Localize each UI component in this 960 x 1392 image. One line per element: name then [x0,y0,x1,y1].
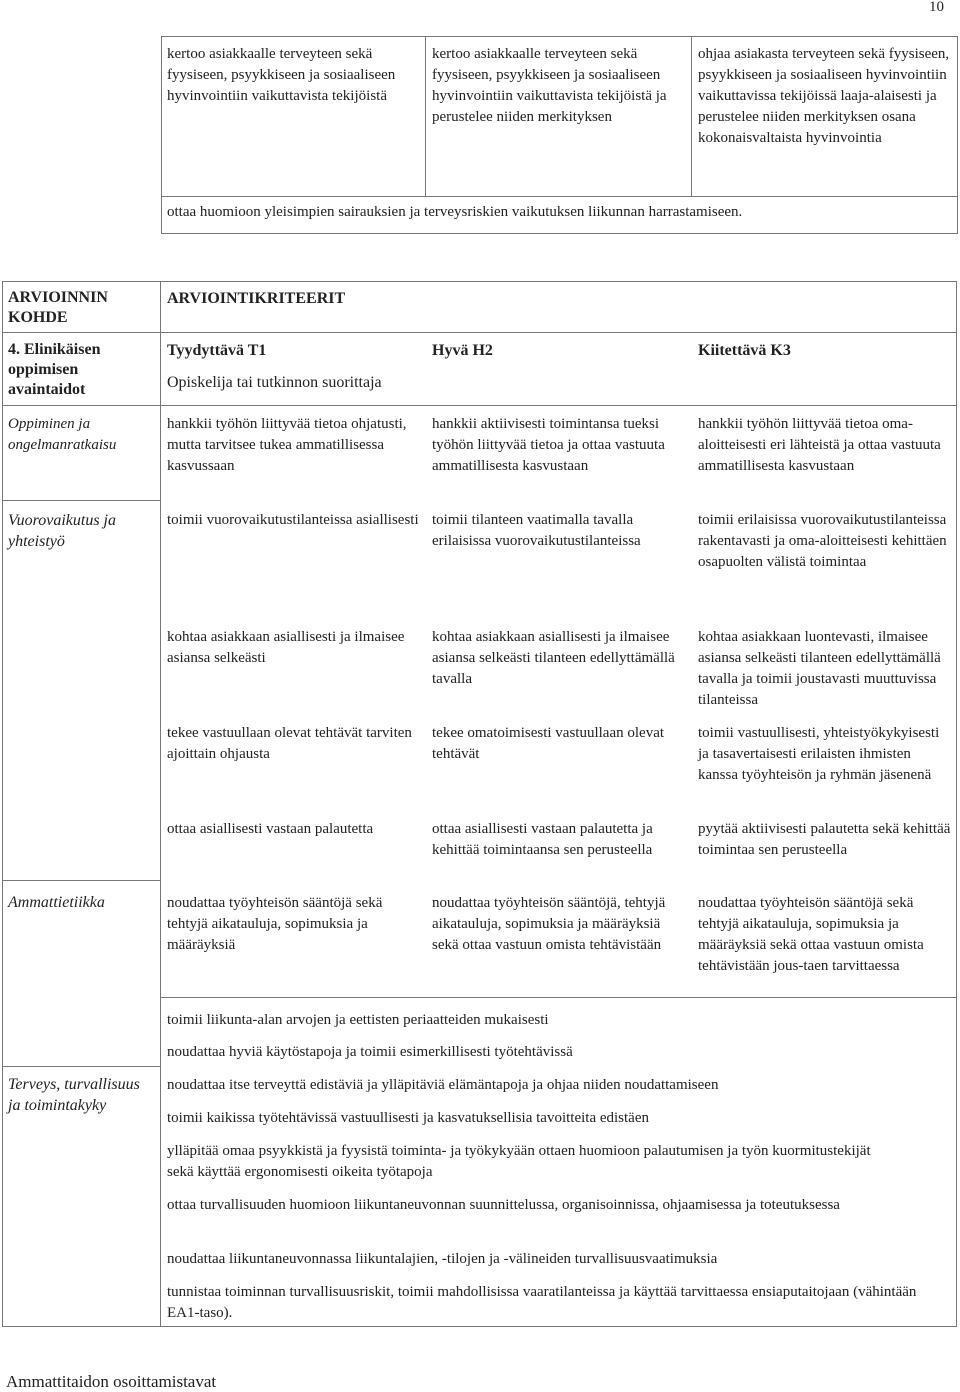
row-divider [2,405,957,406]
criteria-cell-t1: ottaa asiallisesti vastaan palautetta [167,821,374,837]
category-ethics: Ammattietiikka [8,894,105,911]
criteria-cell-h2: kohtaa asiakkaan asiallisesti ja ilmaisee asiansa selkeästi tilanteen edellyttämällä tavalla [432,629,675,687]
criteria-cell-t1: tekee vastuullaan olevat tehtävät tarviten ajoittain ohjausta [167,725,412,762]
criteria-cell-k3: kohtaa asiakkaan luontevasti, ilmaisee asiansa selkeästi tilanteen edellyttämällä tavalla ja toimii joustavasti muuttuvissa tilanteissa [698,629,941,708]
top-t1-cell: kertoo asiakkaalle terveyteen sekä fyysiseen, psyykkiseen ja sosiaaliseen hyvinvointiin vaikuttavista tekijöistä [167,46,396,104]
top-k3-cell: ohjaa asiakasta terveyteen sekä fyysiseen, psyykkiseen ja sosiaaliseen hyvinvointiin vaikuttavissa tekijöissä laaja-alaisesti ja perustelee niiden merkityksen osana kokonaisvaltaista hyvinvointia [698,46,950,146]
category-learning: Oppiminen ja ongelmanratkaisu [8,416,117,453]
criteria-full-row: noudattaa hyviä käytöstapoja ja toimii esimerkillisesti työtehtävissä [167,1044,573,1060]
column-divider [160,281,161,1327]
criteria-full-row: ylläpitää omaa psyykkistä ja fyysistä toiminta- ja työkykyään ottaen huomioon palautumisen ja työn kuormitustekijät sekä käyttää ergonomisesti oikeita työtapoja [167,1143,871,1180]
subject-label: Opiskelija tai tutkinnon suorittaja [167,374,382,391]
assessment-target-header: ARVIOINNIN KOHDE [8,289,108,326]
criteria-header: ARVIOINTIKRITEERIT [167,290,346,307]
criteria-full-row: toimii liikunta-alan arvojen ja eettisten periaatteiden mukaisesti [167,1012,549,1028]
section-heading-footer: Ammattitaidon osoittamistavat [6,1372,217,1391]
criteria-cell-h2: tekee omatoimisesti vastuullaan olevat tehtävät [432,725,665,762]
column-divider [425,36,426,196]
criteria-cell-t1: noudattaa työyhteisön sääntöjä sekä tehtyjä aikatauluja, sopimuksia ja määräyksiä [167,895,383,953]
row-divider [2,500,160,501]
row-divider [2,1066,160,1067]
criteria-cell-h2: noudattaa työyhteisön sääntöjä, tehtyjä aikatauluja, sopimuksia ja määräyksiä sekä ottaa vastuun omista tehtävistään [432,895,666,953]
assessment-target: 4. Elinikäisen oppimisen avaintaidot [8,341,101,398]
row-divider [2,880,160,881]
top-full-row: ottaa huomioon yleisimpien sairauksien ja terveysriskien vaikutuksen liikunnan harrastamiseen. [167,204,743,220]
criteria-full-row: ottaa turvallisuuden huomioon liikuntaneuvonnan suunnittelussa, organisoinnissa, ohjaamisessa ja toteutuksessa [167,1197,840,1213]
criteria-cell-h2: toimii tilanteen vaatimalla tavalla erilaisissa vuorovaikutustilanteissa [432,512,641,549]
criteria-cell-h2: hankkii aktiivisesti toimintansa tueksi työhön liittyvää tietoa ja ottaa vastuuta ammatillisesta kasvustaan [432,416,665,474]
criteria-cell-k3: hankkii työhön liittyvää tietoa oma-aloitteisesti eri lähteistä ja ottaa vastuuta ammatillisesta kasvustaan [698,416,941,474]
criteria-cell-k3: toimii vastuullisesti, yhteistyökykyisesti ja tasavertaisesti erilaisten ihmisten kanssa työyhteisön ja ryhmän jäsenenä [698,725,940,783]
row-divider [161,196,958,197]
criteria-full-row: toimii kaikissa työtehtävissä vastuullisesti ja kasvatuksellisia tavoitteita edistäen [167,1110,649,1126]
category-health-safety: Terveys, turvallisuus ja toimintakyky [8,1076,140,1114]
level-t1-heading: Tyydyttävä T1 [167,342,267,359]
page-number: 10 [929,0,944,15]
category-interaction: Vuorovaikutus ja yhteistyö [8,512,116,550]
criteria-full-row: noudattaa liikuntaneuvonnassa liikuntalajien, -tilojen ja -välineiden turvallisuusvaatimuksia [167,1251,718,1267]
row-divider [2,332,957,333]
criteria-cell-t1: hankkii työhön liittyvää tietoa ohjatusti, mutta tarvitsee tukea ammatillisessa kasvussaan [167,416,407,474]
criteria-full-row: tunnistaa toiminnan turvallisuusriskit, toimii mahdollisissa vaaratilanteissa ja käyttää tarvittaessa ensiaputaitojaan (vähintään EA1-taso). [167,1284,917,1321]
criteria-cell-t1: kohtaa asiakkaan asiallisesti ja ilmaisee asiansa selkeästi [167,629,405,666]
criteria-full-row: noudattaa itse terveyttä edistäviä ja ylläpitäviä elämäntapoja ja ohjaa niiden noudattamiseen [167,1077,719,1093]
level-k3-heading: Kiitettävä K3 [698,342,791,359]
top-h2-cell: kertoo asiakkaalle terveyteen sekä fyysiseen, psyykkiseen ja sosiaaliseen hyvinvointiin vaikuttavista tekijöistä ja perustelee niiden merkityksen [432,46,667,125]
level-h2-heading: Hyvä H2 [432,342,493,359]
row-divider [160,997,957,998]
criteria-cell-k3: pyytää aktiivisesti palautetta sekä kehittää toimintaa sen perusteella [698,821,951,858]
criteria-cell-h2: ottaa asiallisesti vastaan palautetta ja kehittää toimintaansa sen perusteella [432,821,653,858]
criteria-cell-k3: toimii erilaisissa vuorovaikutustilanteissa rakentavasti ja oma-aloitteisesti kehittäen osapuolten välistä toimintaa [698,512,947,570]
criteria-cell-k3: noudattaa työyhteisön sääntöjä sekä tehtyjä aikatauluja, sopimuksia ja määräyksiä sekä ottaa vastuun omista tehtävistään jous-taen tarvittaessa [698,895,924,974]
criteria-cell-t1: toimii vuorovaikutustilanteissa asiallisesti [167,512,419,528]
column-divider [691,36,692,196]
